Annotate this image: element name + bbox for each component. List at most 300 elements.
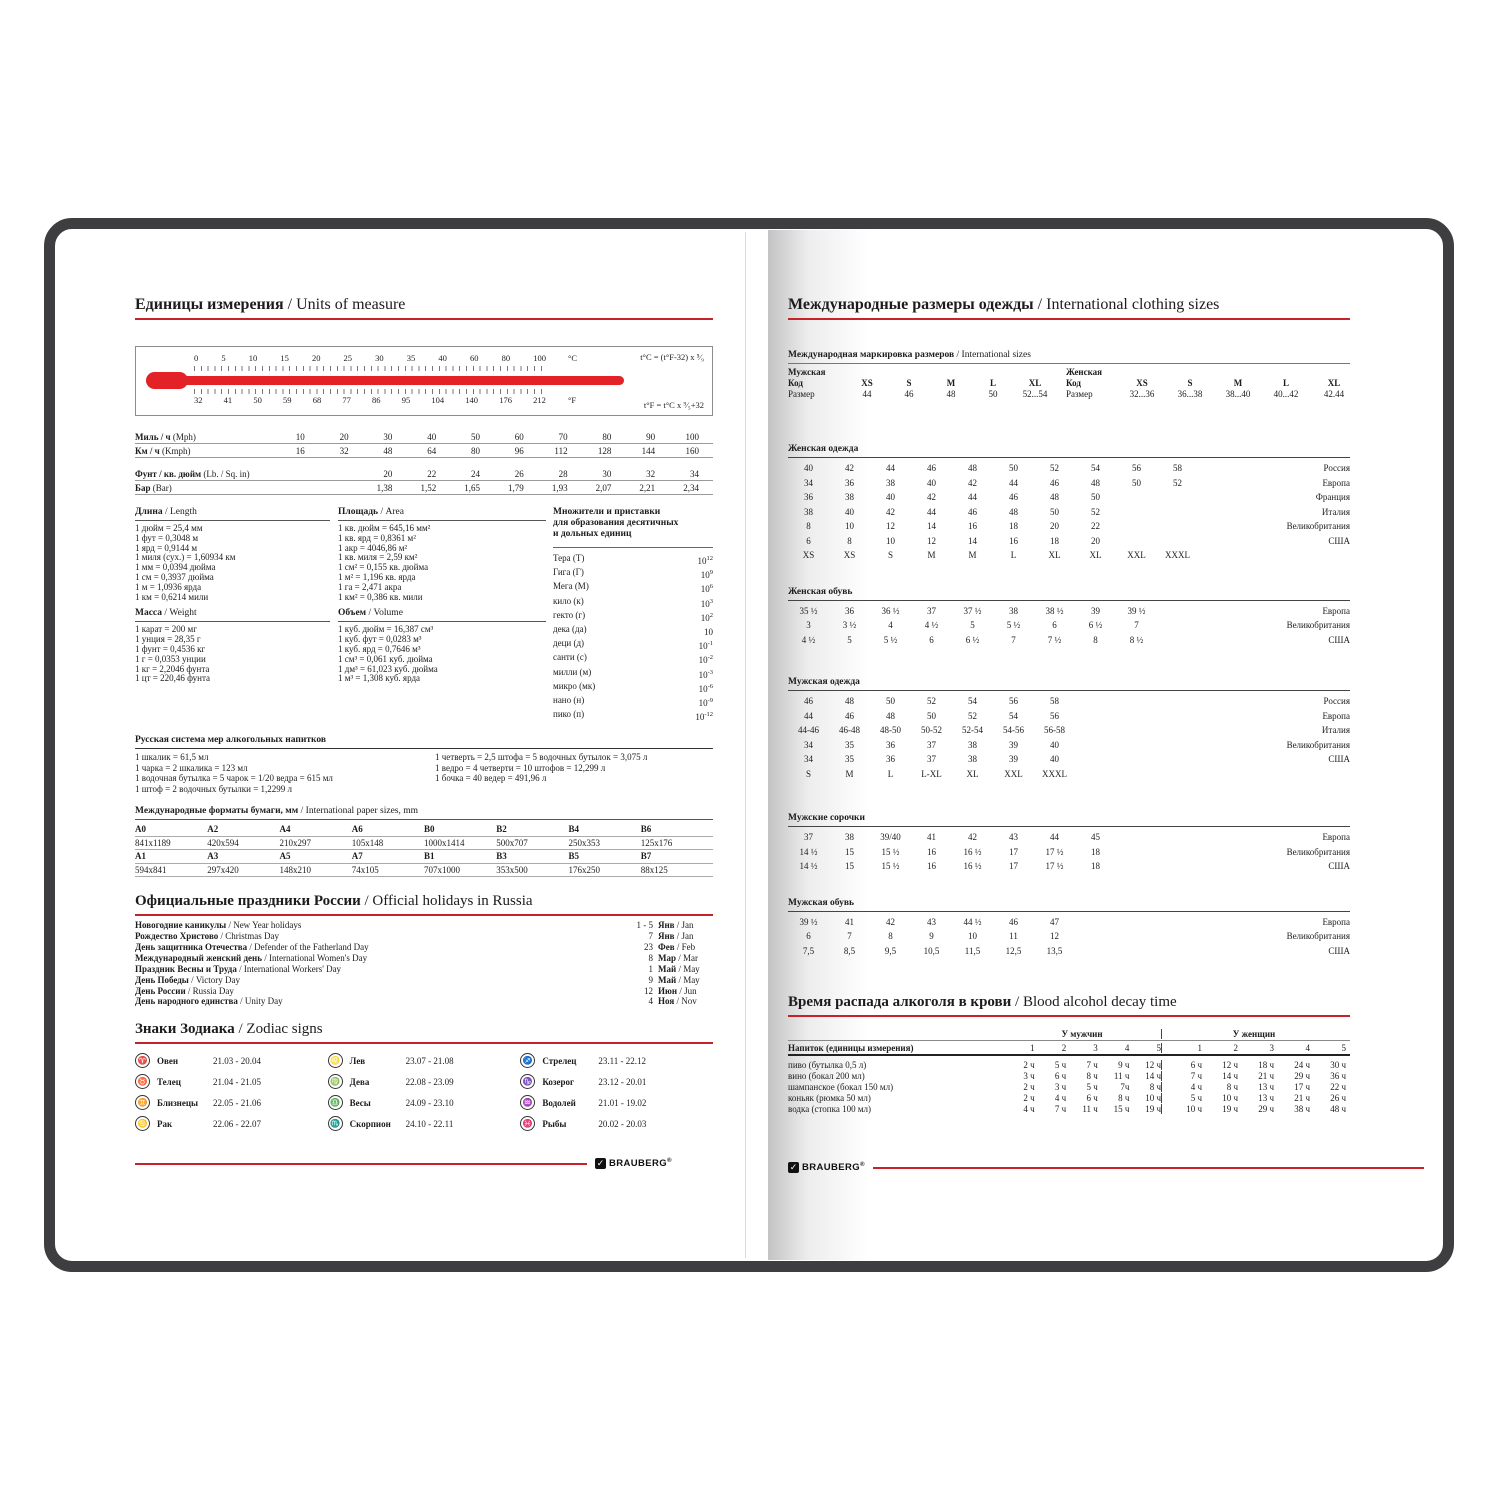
size-cell: 7: [1134, 620, 1139, 631]
size-cell: 7: [847, 931, 852, 942]
decay-hours: 8 ч: [1226, 1081, 1238, 1092]
holiday-name: Новогодние каникулы / New Year holidays: [135, 920, 302, 931]
holiday-day: 7: [648, 930, 653, 941]
unit-line: 1 см = 0,3937 дюйма: [135, 571, 214, 582]
multipliers-title-line: и дольных единиц: [553, 529, 632, 539]
men-values: [1003, 1071, 1161, 1081]
size-cell: 47: [1050, 916, 1059, 927]
size-table-row: [788, 490, 1350, 505]
zodiac-sign-icon: ♈: [135, 1053, 150, 1068]
size-cell: 36: [886, 739, 895, 750]
country-label: Европа: [1322, 605, 1350, 616]
celsius-tick: 5: [221, 353, 226, 363]
size-cell: XXXL: [1042, 768, 1067, 779]
men-values: [1003, 1093, 1161, 1103]
size-value: 42.44: [1323, 389, 1345, 399]
power-of-ten: $10^{-3}$: [698, 668, 713, 680]
paper-format: B4: [568, 824, 580, 835]
size-cell: 46: [804, 696, 813, 707]
gender-label: Женская: [1066, 367, 1103, 377]
country-label: Великобритания: [1286, 620, 1350, 631]
decay-hours: 7 ч: [1190, 1070, 1202, 1081]
size-cell: [1116, 492, 1157, 502]
men-group-label: У мужчин: [1061, 1028, 1103, 1039]
prefix-name: деци (д): [553, 638, 585, 649]
decay-hours: 7ч: [1120, 1081, 1130, 1092]
value-cell: 28: [558, 468, 568, 479]
holiday-name: День Победы / Victory Day: [135, 974, 241, 985]
decay-hours: 13 ч: [1258, 1092, 1274, 1103]
measure-line: 1 бочка = 40 ведер = 491,96 л: [435, 773, 547, 784]
women-values: [1161, 1071, 1346, 1081]
value-cell: 70: [558, 431, 568, 442]
unit-line: 1 км = 0,6214 мили: [135, 591, 209, 602]
size-table-row: [788, 738, 1350, 753]
size-cell: 40: [1050, 739, 1059, 750]
holiday-day: 4: [648, 996, 653, 1007]
value-cell: 80: [470, 445, 480, 456]
decay-hours: 3 ч: [1054, 1081, 1067, 1092]
decay-hours: 8 ч: [1118, 1092, 1130, 1103]
zodiac-entry: [520, 1092, 713, 1113]
size-cell: 40: [886, 492, 895, 503]
holiday-month: Фев / Feb: [658, 941, 696, 952]
unit-line: 1 см² = 0,155 кв. дюйма: [338, 562, 429, 573]
row-values: [275, 469, 713, 479]
holiday-day: 1: [648, 963, 653, 974]
brauberg-logo: [595, 1158, 672, 1169]
size-cell: 15 ½: [881, 846, 900, 857]
holiday-row: [135, 931, 713, 942]
value-cell: 30: [383, 431, 393, 442]
size-cell: 16: [927, 861, 936, 872]
paper-format: B7: [640, 851, 652, 862]
celsius-tick: 30: [375, 353, 384, 363]
unit-line: 1 кв. миля = 2,59 км²: [338, 552, 418, 563]
value-cell: 26: [514, 468, 524, 479]
value-cell: 16: [295, 445, 305, 456]
size-cell: 43: [927, 916, 936, 927]
size-cell: M: [927, 550, 936, 561]
unit-line: 1 фунт = 0,4536 кг: [135, 643, 206, 654]
size-code: XL: [1028, 378, 1042, 388]
size-cell: 56-58: [1044, 725, 1065, 736]
tick-strip-fahrenheit: [194, 389, 546, 394]
zodiac-sign-icon: ♍: [328, 1074, 343, 1089]
multiplier-row: [553, 638, 713, 652]
celsius-tick: 35: [406, 353, 416, 363]
value-cell: 160: [685, 445, 699, 456]
size-cell: 4: [888, 620, 893, 631]
multipliers-title-line: для образования десятичных: [553, 518, 679, 528]
holiday-day: 12: [644, 985, 653, 996]
paper-size-row: [135, 837, 713, 851]
size-cell: 10: [968, 931, 977, 942]
size-cell: 39: [1009, 739, 1018, 750]
size-cell: 8: [888, 931, 893, 942]
size-cell: 46: [845, 710, 854, 721]
women-values: [1161, 1082, 1346, 1092]
holiday-name: Международный женский день / International Women's Day: [135, 952, 368, 963]
size-cell: 56: [1009, 696, 1018, 707]
prefix-name: милли (м): [553, 666, 592, 677]
unit-count: 2: [1061, 1042, 1067, 1053]
celsius-formula: t°C = (t°F-32) x ⁵⁄₉: [640, 352, 704, 362]
zodiac-entry: [135, 1050, 328, 1071]
paper-row-pair: [135, 850, 713, 877]
value-cell: 2,21: [639, 482, 656, 493]
paper-sizes-block: Международные форматы бумаги, мм / International paper sizes, mm A0 A2 A4 A6 B0 B2 B4 B6 841x1189 420x594 210x297 105x148 1000x1414 500x707 250x353 125x176 A1 A3 A5 A7 B1 B3 B5 B7 594x841 297x420 148x210 74x105 707x1000 353x500 176x250 88x125: [135, 806, 713, 877]
size-cell: 39: [1009, 754, 1018, 765]
unit-line: 1 унция = 28,35 г: [135, 634, 201, 645]
size-cell: 35: [845, 739, 854, 750]
unit-group-area: Площадь / Area 1 кв. дюйм = 645,16 мм² 1 кв. ярд = 0,8361 м² 1 акр = 4046,86 м² 1 кв. миля = 2,59 км² 1 см² = 0,155 кв. дюйма 1 м² = 1,196 кв. ярда 1 га = 2,471 акра 1 км² = 0,386 кв. мили: [338, 507, 546, 602]
row-values: [275, 483, 713, 493]
value-cell: 144: [641, 445, 656, 456]
paper-row-pair: [135, 823, 713, 850]
decay-hours: 6 ч: [1190, 1059, 1202, 1070]
size-cell: 46-48: [839, 725, 860, 736]
thermometer-panel: [135, 346, 713, 416]
paper-format: B5: [568, 851, 580, 862]
fahrenheit-tick: 50: [253, 395, 262, 405]
section-title: Женская обувь: [788, 587, 1350, 601]
zodiac-entry: [520, 1113, 713, 1134]
size-cell: M: [968, 550, 977, 561]
size-cell: 44: [968, 492, 977, 503]
size-cell: 46: [927, 463, 936, 474]
size-cell: 48: [1050, 492, 1059, 503]
value-cell: 1,65: [464, 482, 480, 493]
paper-format: B1: [424, 851, 435, 862]
value-cell: 80: [602, 431, 612, 442]
decay-hours: 15 ч: [1113, 1103, 1130, 1114]
women-values: [1161, 1060, 1346, 1070]
unit-line: 1 г = 0,0353 унции: [135, 653, 206, 664]
size-cell: 14: [968, 535, 977, 546]
zodiac-name: Телец: [157, 1076, 181, 1087]
size-value: 52...54: [1022, 389, 1048, 399]
decay-hours: 24 ч: [1294, 1059, 1310, 1070]
country-label: Великобритания: [1286, 846, 1350, 857]
section-title: Мужская обувь: [788, 898, 1350, 912]
paper-size: 148x210: [279, 864, 311, 875]
size-cell: 37: [927, 605, 936, 616]
size-cell: 50: [1132, 477, 1141, 488]
holiday-row: [135, 942, 713, 953]
drink-header: Напиток (единицы измерения): [788, 1042, 914, 1053]
value-cell: [275, 469, 319, 479]
value-cell: 1,93: [551, 482, 568, 493]
zodiac-entry: [328, 1092, 521, 1113]
decay-hours: 19 ч: [1222, 1103, 1238, 1114]
size-cell: 7,5: [802, 945, 815, 956]
value-cell: [319, 483, 363, 493]
fahrenheit-tick: 176: [499, 395, 512, 405]
unit-line: 1 кв. дюйм = 645,16 мм²: [338, 523, 431, 533]
unit-line: 1 кг = 2,2046 фунта: [135, 663, 210, 674]
decay-hours: 38 ч: [1294, 1103, 1310, 1114]
footer-rule: [873, 1167, 1424, 1169]
size-table-row: [788, 633, 1350, 648]
power-of-ten: $10^3$: [700, 597, 713, 609]
size-cell: 20: [1050, 521, 1059, 532]
holidays-block: [135, 893, 713, 1007]
size-cell: 14 ½: [799, 861, 818, 872]
zodiac-column: [328, 1050, 521, 1134]
value-cell: 112: [554, 445, 568, 456]
zodiac-entry: [328, 1050, 521, 1071]
multiplier-row: [553, 652, 713, 666]
size-cell: 35 ½: [799, 605, 818, 616]
size-table-row: [788, 723, 1350, 738]
zodiac-dates: 23.12 - 20.01: [598, 1076, 647, 1087]
decay-hours: 7 ч: [1086, 1059, 1098, 1070]
celsius-tick: 20: [311, 353, 321, 363]
size-cell: 14 ½: [799, 846, 818, 857]
celsius-tick: 100: [533, 353, 546, 363]
right-page-content: [788, 296, 1350, 1114]
size-cell: 39 ½: [1127, 605, 1146, 616]
unit-count: 1: [1197, 1042, 1202, 1053]
size-value: 38...40: [1225, 389, 1251, 399]
size-cell: 18: [1091, 861, 1100, 872]
value-cell: 60: [514, 431, 524, 442]
prefix-name: гекто (г): [553, 609, 586, 620]
paper-format: B3: [496, 851, 507, 862]
multiplier-row: [553, 567, 713, 581]
size-sections: [788, 444, 1350, 958]
zodiac-dates: 22.08 - 23.09: [405, 1076, 454, 1087]
decay-hours: 13 ч: [1258, 1081, 1274, 1092]
size-cell: 36 ½: [881, 605, 900, 616]
size-cell: 44: [804, 710, 813, 721]
paper-size: 841x1189: [135, 837, 171, 848]
size-cell: 44 ½: [963, 916, 982, 927]
size-code: S: [1187, 378, 1193, 388]
zodiac-sign-icon: ♐: [520, 1053, 535, 1068]
holiday-row: [135, 920, 713, 931]
size-cell: 16 ½: [963, 861, 982, 872]
zodiac-sign-icon: ♎: [328, 1095, 343, 1110]
size-section: [788, 587, 1350, 648]
paper-size: 250x353: [568, 837, 600, 848]
decay-hours: 4 ч: [1054, 1092, 1067, 1103]
multipliers-block: [553, 507, 713, 723]
decay-row: [788, 1070, 1350, 1081]
holiday-day: 8: [648, 952, 653, 963]
country-label: Франция: [1315, 492, 1350, 503]
prefix-name: пико (п): [553, 709, 585, 720]
unit-line: 1 цт = 220,46 фунта: [135, 673, 211, 684]
size-cell: 14: [927, 521, 936, 532]
value-cell: 22: [427, 468, 437, 479]
size-cell: 16: [968, 521, 977, 532]
value-cell: 100: [685, 431, 699, 442]
zodiac-entry: [328, 1113, 521, 1134]
size-cell: L-XL: [921, 768, 942, 779]
holiday-day: 1 - 5: [636, 920, 653, 931]
size-cell: 48: [968, 463, 977, 474]
measure-line: 1 штоф = 2 водочных бутылки = 1,2299 л: [135, 783, 293, 794]
size-cell: 8: [847, 535, 852, 546]
right-page-footer: [788, 1162, 1424, 1173]
size-cell: 43: [1009, 832, 1018, 843]
size-table-row: [788, 752, 1350, 767]
measure-line: 1 чарка = 2 шкалика = 123 мл: [135, 762, 248, 773]
power-of-ten: $10^{-1}$: [698, 640, 713, 652]
alcohol-measures-block: Русская система мер алкогольных напитков 1 шкалик = 61,5 мл 1 чарка = 2 шкалика = 123 мл 1 водочная бутылка = 5 чарок = 1/20 ведра = 615 мл 1 штоф = 2 водочных бутылки = 1,2299 л 1 четверть = 2,5 штофа = 5 водочных бутылок = 3,075 л 1 ведро = 4 четверти = 10 штофов = 12,299 л 1 бочка = 40 ведер = 491,96 л: [135, 735, 713, 794]
group-header-row: [788, 1027, 1350, 1040]
paper-size: 74x105: [351, 864, 379, 875]
power-of-ten: $10^{-9}$: [698, 697, 713, 709]
prefix-name: Мега (М): [553, 581, 589, 592]
size-cell: 6: [929, 634, 934, 645]
power-of-ten: 10: [704, 627, 713, 638]
size-cell: 17: [1009, 861, 1018, 872]
decay-hours: 5 ч: [1190, 1092, 1202, 1103]
decay-hours: 6 ч: [1086, 1092, 1098, 1103]
thermometer-bulb: [146, 372, 188, 389]
zodiac-sign-icon: ♒: [520, 1095, 535, 1110]
zodiac-dates: 24.10 - 22.11: [405, 1118, 454, 1129]
men-values: [1003, 1082, 1161, 1092]
size-cell: 48-50: [880, 725, 901, 736]
size-cell: 7: [1011, 634, 1016, 645]
size-cell: 15 ½: [881, 861, 900, 872]
size-cell: 50: [1050, 506, 1059, 517]
size-table-row: [788, 929, 1350, 944]
measure-line: 1 шкалик = 61,5 мл: [135, 752, 209, 763]
country-label: Великобритания: [1286, 739, 1350, 750]
size-table-row: [788, 709, 1350, 724]
paper-format: A2: [207, 824, 219, 835]
zodiac-dates: 23.11 - 22.12: [598, 1055, 647, 1066]
size-table-row: [788, 694, 1350, 709]
value-cell: 32: [339, 445, 349, 456]
tick-strip-celsius: [194, 366, 546, 371]
holiday-row: [135, 986, 713, 997]
size-cell: 8 ½: [1129, 634, 1144, 645]
country-label: Европа: [1322, 916, 1350, 927]
decay-hours: 3 ч: [1023, 1070, 1035, 1081]
celsius-tick: 10: [248, 353, 258, 363]
decay-hours: 8 ч: [1086, 1070, 1098, 1081]
brauberg-check-icon: ✓: [789, 1162, 798, 1173]
decay-hours: 11 ч: [1082, 1103, 1098, 1114]
pressure-conversion-table: [135, 467, 713, 495]
value-cell: 20: [383, 468, 393, 479]
decay-hours: 48 ч: [1330, 1103, 1346, 1114]
unit-line: 1 м³ = 1,308 куб. ярда: [338, 673, 421, 684]
size-cell: 6: [806, 535, 811, 546]
size-cell: 48: [886, 710, 895, 721]
size-cell: 39: [1091, 605, 1100, 616]
zodiac-sign-icon: ♓: [520, 1116, 535, 1131]
size-table-row: [788, 767, 1350, 782]
size-cell: 52-54: [962, 725, 983, 736]
decay-hours: 18 ч: [1258, 1059, 1274, 1070]
size-cell: 3: [806, 620, 811, 631]
size-code: M: [946, 378, 956, 388]
size-cell: 54: [1091, 463, 1100, 474]
paper-format: B2: [496, 824, 507, 835]
paper-size: 210x297: [279, 837, 311, 848]
size-cell: 17: [1009, 846, 1018, 857]
paper-format: A0: [135, 824, 146, 835]
value-cell: 32: [646, 468, 656, 479]
paper-size: 594x841: [135, 864, 167, 875]
size-table-row: [788, 944, 1350, 959]
size-cell: 44: [927, 506, 936, 517]
unit-line: 1 дюйм = 25,4 мм: [135, 523, 203, 533]
blood-alcohol-table: [788, 1027, 1350, 1114]
drink-name: пиво (бутылка 0,5 л): [788, 1059, 867, 1070]
power-of-ten: $10^6$: [700, 583, 713, 595]
blood-alcohol-title: Время распада алкоголя в крови / Blood alcohol decay time: [788, 994, 1350, 1017]
title-ru: Единицы измерения: [135, 296, 284, 313]
divider: [553, 547, 713, 548]
holiday-name: День народного единства / Unity Day: [135, 996, 283, 1007]
brauberg-logo: [788, 1162, 865, 1173]
decay-hours: 10 ч: [1145, 1092, 1161, 1103]
zodiac-name: Овен: [157, 1055, 179, 1066]
zodiac-dates: 22.05 - 21.06: [213, 1097, 261, 1108]
brand-name: BRAUBERG®: [802, 1162, 865, 1174]
paper-size: 297x420: [207, 864, 239, 875]
country-label: Европа: [1322, 832, 1350, 843]
power-of-ten: $10^{12}$: [697, 555, 713, 566]
decay-hours: 14 ч: [1222, 1070, 1238, 1081]
decay-hours: 30 ч: [1330, 1059, 1346, 1070]
decay-hours: 21 ч: [1294, 1092, 1310, 1103]
value-cell: 50: [470, 431, 480, 442]
size-cell: 36: [845, 605, 854, 616]
measure-line: 1 водочная бутылка = 5 чарок = 1/20 ведра = 615 мл: [135, 773, 333, 784]
size-cell: 7 ½: [1047, 634, 1062, 645]
paper-size-row: [135, 864, 713, 878]
size-table-row: [788, 476, 1350, 491]
fahrenheit-tick: 212: [533, 395, 546, 405]
prefix-name: кило (к): [553, 595, 584, 606]
value-cell: 128: [597, 445, 612, 456]
size-cell: XL: [966, 768, 979, 779]
size-cell: 52: [1173, 477, 1182, 488]
size-cell: XXXL: [1165, 550, 1190, 561]
value-cell: 20: [339, 431, 349, 442]
zodiac-name: Стрелец: [542, 1055, 577, 1066]
size-cell: 42: [968, 477, 977, 488]
size-cell: 41: [845, 916, 854, 927]
unit-line: 1 га = 2,471 акра: [338, 581, 402, 592]
row-values: [275, 446, 713, 456]
power-of-ten: $10^{-12}$: [695, 711, 713, 723]
size-cell: 9,5: [884, 945, 897, 956]
zodiac-name: Близнецы: [157, 1097, 199, 1108]
size-cell: [1157, 507, 1198, 517]
value-cell: 96: [514, 445, 524, 456]
size-cell: 45: [1091, 832, 1100, 843]
zodiac-dates: 22.06 - 22.07: [213, 1118, 261, 1129]
prefix-name: дека (да): [553, 624, 587, 635]
size-row: Размер 32...36 36...38 38...40 40...42 42.44: [1066, 389, 1358, 400]
unit-line: 1 кв. ярд = 0,8361 м²: [338, 532, 416, 543]
fahrenheit-tick: 68: [312, 395, 322, 405]
decay-hours: 10 ч: [1222, 1092, 1238, 1103]
size-cell: 17 ½: [1045, 846, 1064, 857]
unit-line: 1 куб. ярд = 0,7646 м³: [338, 643, 421, 654]
fahrenheit-unit: °F: [568, 395, 577, 405]
